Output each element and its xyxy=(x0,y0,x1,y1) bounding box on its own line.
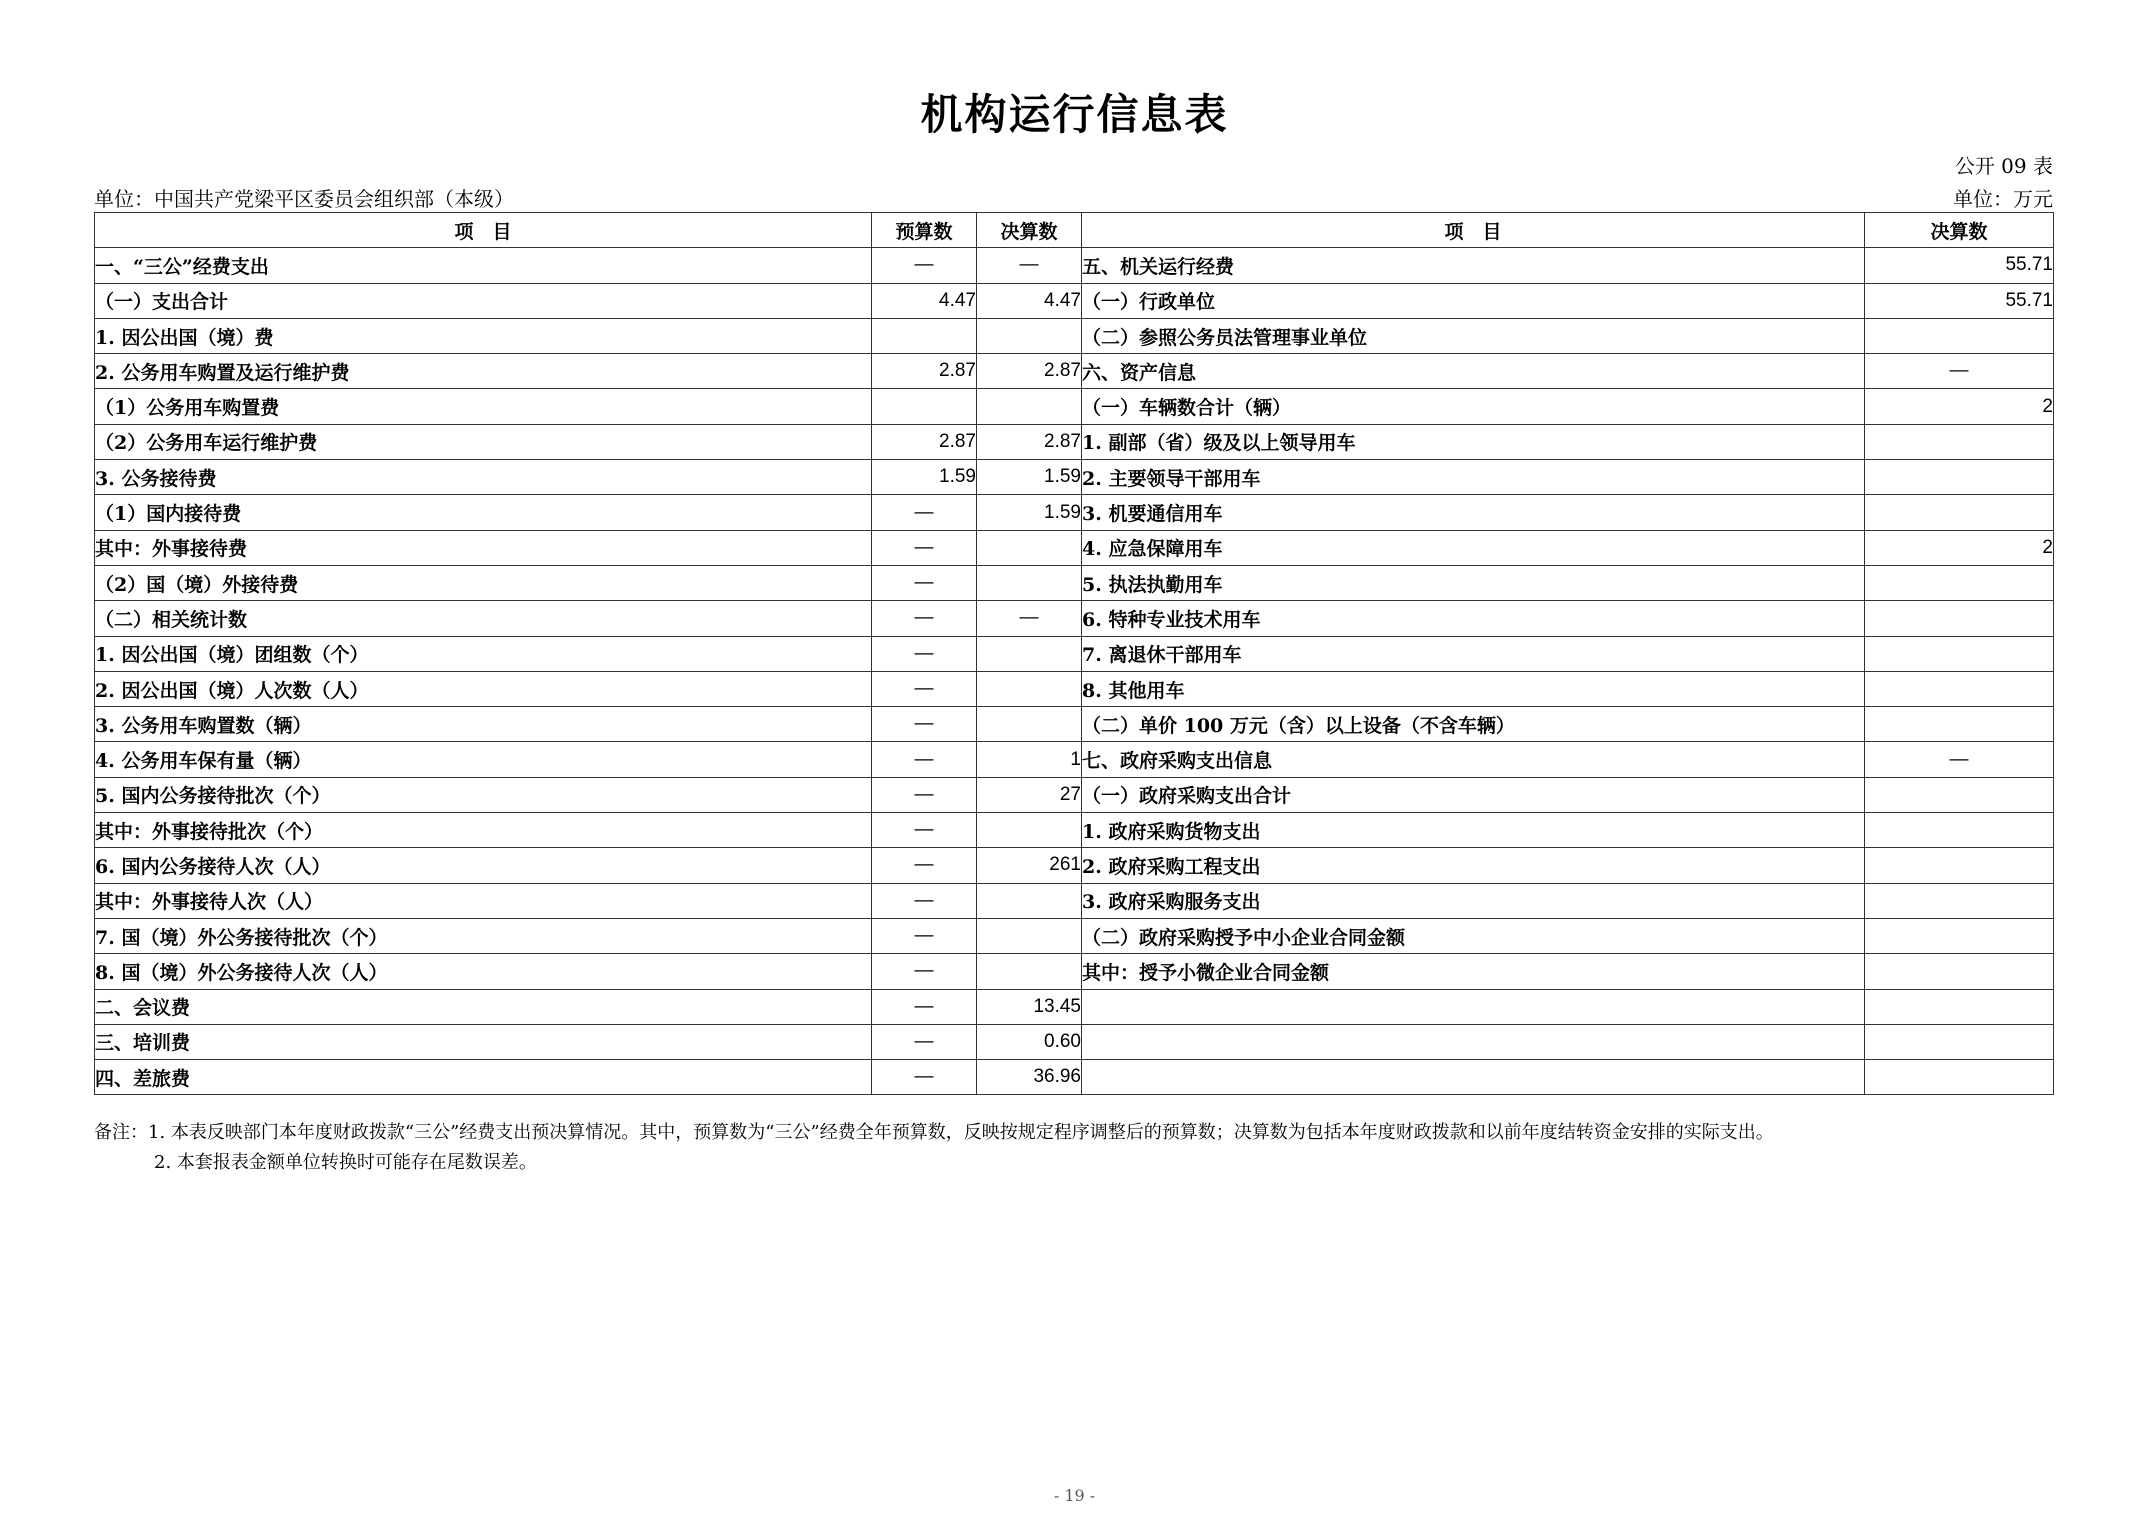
left-final-value xyxy=(977,707,1082,742)
table-row xyxy=(95,318,2054,353)
right-final-value xyxy=(1865,954,2054,989)
left-budget-value: — xyxy=(872,530,977,565)
left-final-value xyxy=(977,918,1082,953)
left-item-label: 其中：外事接待批次（个） xyxy=(95,813,872,848)
left-final-value: 1.59 xyxy=(977,460,1082,495)
right-item-label: （一）车辆数合计（辆） xyxy=(1082,389,1865,424)
right-final-value xyxy=(1865,601,2054,636)
institution-operation-table xyxy=(94,212,2054,1095)
left-budget-value: 2.87 xyxy=(872,354,977,389)
right-final-value xyxy=(1865,424,2054,459)
table-row xyxy=(95,354,2054,389)
right-final-value: 2 xyxy=(1865,530,2054,565)
right-final-value xyxy=(1865,707,2054,742)
table-row xyxy=(95,601,2054,636)
left-item-label: 1. 因公出国（境）团组数（个） xyxy=(95,636,872,671)
left-budget-value: — xyxy=(872,1024,977,1059)
left-final-value: 1.59 xyxy=(977,495,1082,530)
left-final-value xyxy=(977,883,1082,918)
left-item-label: 3. 公务用车购置数（辆） xyxy=(95,707,872,742)
table-body xyxy=(95,248,2054,1095)
left-final-value xyxy=(977,813,1082,848)
table-row xyxy=(95,671,2054,706)
right-item-label: 2. 主要领导干部用车 xyxy=(1082,460,1865,495)
right-item-label: 8. 其他用车 xyxy=(1082,671,1865,706)
left-final-value: — xyxy=(977,248,1082,283)
table-row xyxy=(95,248,2054,283)
left-final-value: 2.87 xyxy=(977,424,1082,459)
right-item-label: 六、资产信息 xyxy=(1082,354,1865,389)
left-final-value xyxy=(977,318,1082,353)
right-final-value xyxy=(1865,460,2054,495)
right-item-label: 1. 政府采购货物支出 xyxy=(1082,813,1865,848)
table-row xyxy=(95,813,2054,848)
right-final-value xyxy=(1865,495,2054,530)
left-budget-value: — xyxy=(872,954,977,989)
left-budget-value: 1.59 xyxy=(872,460,977,495)
left-item-label: 3. 公务接待费 xyxy=(95,460,872,495)
page-number: - 19 - xyxy=(1053,1486,1096,1505)
left-budget-value xyxy=(872,318,977,353)
right-final-value xyxy=(1865,989,2054,1024)
left-budget-value: — xyxy=(872,1060,977,1095)
left-item-label: （1）国内接待费 xyxy=(95,495,872,530)
currency-unit: 单位：万元 xyxy=(1953,187,2053,211)
right-final-value: 55.71 xyxy=(1865,283,2054,318)
table-row xyxy=(95,495,2054,530)
left-item-label: 二、会议费 xyxy=(95,989,872,1024)
right-final-value xyxy=(1865,918,2054,953)
right-final-value xyxy=(1865,636,2054,671)
note-line-1: 备注：1. 本表反映部门本年度财政拨款“三公”经费支出预决算情况。其中，预算数为“三公”经费全年预算数，反映按规定程序调整后的预算数；决算数为包括本年度财政拨款和以前年度结转资金安排的实际支出。 xyxy=(94,1122,1774,1143)
table-row xyxy=(95,565,2054,600)
left-item-label: （1）公务用车购置费 xyxy=(95,389,872,424)
left-budget-value: — xyxy=(872,495,977,530)
left-budget-value: — xyxy=(872,707,977,742)
header-final-right: 决算数 xyxy=(1865,213,2054,248)
right-item-label xyxy=(1082,1024,1865,1059)
left-final-value xyxy=(977,671,1082,706)
left-item-label: 一、“三公”经费支出 xyxy=(95,248,872,283)
left-item-label: 2. 公务用车购置及运行维护费 xyxy=(95,354,872,389)
left-final-value: 13.45 xyxy=(977,989,1082,1024)
right-item-label: 七、政府采购支出信息 xyxy=(1082,742,1865,777)
right-final-value: — xyxy=(1865,354,2054,389)
left-final-value xyxy=(977,565,1082,600)
right-item-label: 3. 机要通信用车 xyxy=(1082,495,1865,530)
header-budget: 预算数 xyxy=(872,213,977,248)
right-item-label: 其中：授予小微企业合同金额 xyxy=(1082,954,1865,989)
header-final: 决算数 xyxy=(977,213,1082,248)
header-item-right: 项 目 xyxy=(1082,213,1865,248)
left-final-value: 36.96 xyxy=(977,1060,1082,1095)
right-final-value xyxy=(1865,848,2054,883)
left-final-value: — xyxy=(977,601,1082,636)
left-item-label: （2）公务用车运行维护费 xyxy=(95,424,872,459)
left-item-label: 2. 因公出国（境）人次数（人） xyxy=(95,671,872,706)
left-final-value xyxy=(977,389,1082,424)
table-row xyxy=(95,530,2054,565)
left-item-label: 7. 国（境）外公务接待批次（个） xyxy=(95,918,872,953)
left-final-value: 1 xyxy=(977,742,1082,777)
left-final-value: 261 xyxy=(977,848,1082,883)
right-final-value: 55.71 xyxy=(1865,248,2054,283)
right-item-label: 2. 政府采购工程支出 xyxy=(1082,848,1865,883)
table-row xyxy=(95,460,2054,495)
left-budget-value: — xyxy=(872,565,977,600)
left-item-label: 8. 国（境）外公务接待人次（人） xyxy=(95,954,872,989)
header-item: 项 目 xyxy=(95,213,872,248)
table-row xyxy=(95,954,2054,989)
table-row xyxy=(95,742,2054,777)
left-item-label: 5. 国内公务接待批次（个） xyxy=(95,777,872,812)
right-final-value xyxy=(1865,883,2054,918)
right-item-label: （一）行政单位 xyxy=(1082,283,1865,318)
left-item-label: （二）相关统计数 xyxy=(95,601,872,636)
page-title: 机构运行信息表 xyxy=(920,90,1229,139)
right-item-label: 6. 特种专业技术用车 xyxy=(1082,601,1865,636)
table-row xyxy=(95,777,2054,812)
right-final-value xyxy=(1865,777,2054,812)
right-item-label: 3. 政府采购服务支出 xyxy=(1082,883,1865,918)
right-final-value xyxy=(1865,318,2054,353)
note-line-2: 2. 本套报表金额单位转换时可能存在尾数误差。 xyxy=(154,1152,537,1173)
table-row xyxy=(95,389,2054,424)
right-item-label: 5. 执法执勤用车 xyxy=(1082,565,1865,600)
table-row xyxy=(95,918,2054,953)
right-item-label: （一）政府采购支出合计 xyxy=(1082,777,1865,812)
right-item-label: （二）政府采购授予中小企业合同金额 xyxy=(1082,918,1865,953)
left-final-value xyxy=(977,530,1082,565)
right-final-value xyxy=(1865,1060,2054,1095)
table-row xyxy=(95,989,2054,1024)
table-row xyxy=(95,707,2054,742)
left-final-value: 4.47 xyxy=(977,283,1082,318)
left-item-label: 四、差旅费 xyxy=(95,1060,872,1095)
right-item-label: 1. 副部（省）级及以上领导用车 xyxy=(1082,424,1865,459)
right-item-label: （二）单价 100 万元（含）以上设备（不含车辆） xyxy=(1082,707,1865,742)
left-item-label: （2）国（境）外接待费 xyxy=(95,565,872,600)
left-budget-value: — xyxy=(872,989,977,1024)
left-item-label: 其中：外事接待人次（人） xyxy=(95,883,872,918)
table-row xyxy=(95,283,2054,318)
left-final-value xyxy=(977,954,1082,989)
table-row xyxy=(95,883,2054,918)
form-number: 公开 09 表 xyxy=(1954,154,2053,178)
left-budget-value: — xyxy=(872,671,977,706)
right-item-label: 7. 离退休干部用车 xyxy=(1082,636,1865,671)
table-header-row xyxy=(95,213,2054,248)
right-final-value: — xyxy=(1865,742,2054,777)
left-budget-value: — xyxy=(872,813,977,848)
left-final-value: 27 xyxy=(977,777,1082,812)
left-budget-value: — xyxy=(872,883,977,918)
left-item-label: 其中：外事接待费 xyxy=(95,530,872,565)
left-final-value: 0.60 xyxy=(977,1024,1082,1059)
left-budget-value: 2.87 xyxy=(872,424,977,459)
reporting-unit: 单位：中国共产党梁平区委员会组织部（本级） xyxy=(94,187,514,211)
left-item-label: 6. 国内公务接待人次（人） xyxy=(95,848,872,883)
right-final-value: 2 xyxy=(1865,389,2054,424)
right-final-value xyxy=(1865,671,2054,706)
table-row xyxy=(95,1060,2054,1095)
left-budget-value: — xyxy=(872,918,977,953)
left-budget-value xyxy=(872,389,977,424)
left-budget-value: 4.47 xyxy=(872,283,977,318)
left-budget-value: — xyxy=(872,636,977,671)
left-item-label: 三、培训费 xyxy=(95,1024,872,1059)
left-budget-value: — xyxy=(872,601,977,636)
right-item-label: 五、机关运行经费 xyxy=(1082,248,1865,283)
left-final-value: 2.87 xyxy=(977,354,1082,389)
left-budget-value: — xyxy=(872,777,977,812)
right-final-value xyxy=(1865,565,2054,600)
left-final-value xyxy=(977,636,1082,671)
table-row xyxy=(95,1024,2054,1059)
notes xyxy=(94,1118,1774,1178)
left-budget-value: — xyxy=(872,248,977,283)
left-item-label: （一）支出合计 xyxy=(95,283,872,318)
right-item-label xyxy=(1082,1060,1865,1095)
right-item-label: 4. 应急保障用车 xyxy=(1082,530,1865,565)
table-row xyxy=(95,424,2054,459)
left-budget-value: — xyxy=(872,848,977,883)
left-item-label: 1. 因公出国（境）费 xyxy=(95,318,872,353)
left-item-label: 4. 公务用车保有量（辆） xyxy=(95,742,872,777)
left-budget-value: — xyxy=(872,742,977,777)
right-final-value xyxy=(1865,1024,2054,1059)
right-item-label xyxy=(1082,989,1865,1024)
right-final-value xyxy=(1865,813,2054,848)
table-row xyxy=(95,636,2054,671)
right-item-label: （二）参照公务员法管理事业单位 xyxy=(1082,318,1865,353)
table-row xyxy=(95,848,2054,883)
